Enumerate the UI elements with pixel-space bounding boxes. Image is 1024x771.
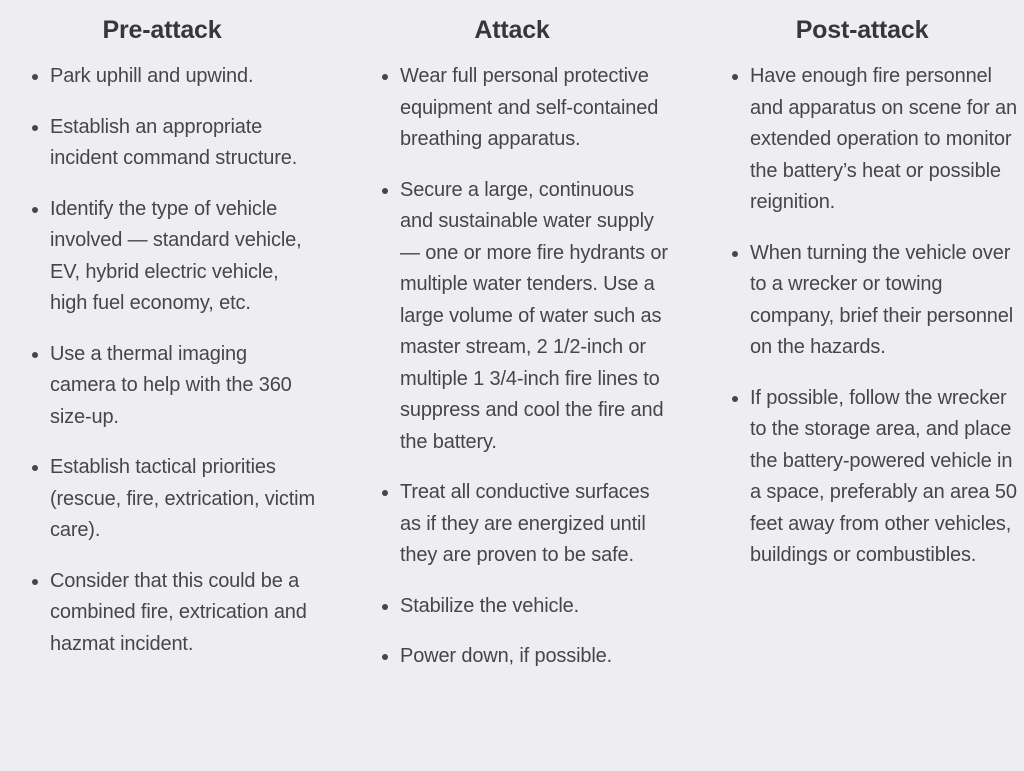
attack-title: Attack xyxy=(474,16,550,44)
list-item-text: Establish an appropriate incident command structure. xyxy=(50,115,298,169)
list-item xyxy=(382,61,668,156)
list-item xyxy=(382,175,668,459)
list-item-text: Identify the type of vehicle involved — standard vehicle, EV, hybrid electric vehicle, high fuel economy, etc. xyxy=(50,197,302,314)
pre-attack-title: Pre-attack xyxy=(102,16,222,44)
list-item xyxy=(32,112,318,175)
bullet-icon xyxy=(382,188,388,194)
bullet-icon xyxy=(32,352,38,358)
list-item xyxy=(732,238,1018,364)
list-item-text: Wear full personal protective equipment and self-contained breathing apparatus. xyxy=(400,65,659,150)
list-item xyxy=(382,477,668,572)
post-attack-bullet-list xyxy=(706,61,1018,572)
list-item xyxy=(32,61,318,93)
list-item-text: Park uphill and upwind. xyxy=(50,65,254,87)
bullet-icon xyxy=(382,74,388,80)
list-item-text: If possible, follow the wrecker to the storage area, and place the battery-powered vehicle in a space, preferably an area 50 feet away from other vehicles, buildings or combustibles. xyxy=(750,386,1017,566)
list-item-text: Treat all conductive surfaces as if they are energized until they are proven to be safe. xyxy=(400,481,650,566)
post-attack-title: Post-attack xyxy=(795,16,929,44)
list-item xyxy=(32,194,318,320)
bullet-icon xyxy=(382,490,388,496)
list-item xyxy=(732,383,1018,572)
list-item xyxy=(732,61,1018,219)
list-item-text: When turning the vehicle over to a wrecker or towing company, brief their personnel on the hazards. xyxy=(750,241,1014,358)
list-item-text: Establish tactical priorities (rescue, fire, extrication, victim care). xyxy=(50,456,315,541)
list-item xyxy=(32,339,318,434)
list-item xyxy=(32,566,318,661)
bullet-icon xyxy=(732,251,738,257)
bullet-icon xyxy=(32,74,38,80)
list-item-text: Have enough fire personnel and apparatus on scene for an extended operation to monitor the battery’s heat or possible reignition. xyxy=(750,65,1017,213)
list-item-text: Consider that this could be a combined fire, extrication and hazmat incident. xyxy=(50,569,307,655)
list-item-text: Use a thermal imaging camera to help with the 360 size-up. xyxy=(50,342,292,428)
bullet-icon xyxy=(382,654,388,660)
list-item xyxy=(382,641,668,673)
column-pre-attack xyxy=(6,12,318,673)
column-attack xyxy=(356,12,668,673)
pre-attack-bullet-list xyxy=(6,61,318,660)
bullet-icon xyxy=(32,125,38,131)
bullet-icon xyxy=(32,207,38,213)
column-post-attack xyxy=(706,12,1018,673)
bullet-icon xyxy=(32,579,38,585)
bullet-icon xyxy=(382,604,388,610)
list-item-text: Secure a large, continuous and sustainable water supply — one or more fire hydrants or multiple water tenders. Use a large volume of water such as master stream, 2 1/2-inch or multiple 1 3/4-inch fire lines to suppress and cool the fire and the battery. xyxy=(400,178,668,453)
list-item xyxy=(382,591,668,623)
list-item xyxy=(32,452,318,547)
bullet-icon xyxy=(732,396,738,402)
list-item-text: Power down, if possible. xyxy=(400,645,613,667)
bullet-icon xyxy=(732,74,738,80)
list-item-text: Stabilize the vehicle. xyxy=(400,594,580,617)
attack-bullet-list xyxy=(356,61,668,673)
bullet-icon xyxy=(32,465,38,471)
